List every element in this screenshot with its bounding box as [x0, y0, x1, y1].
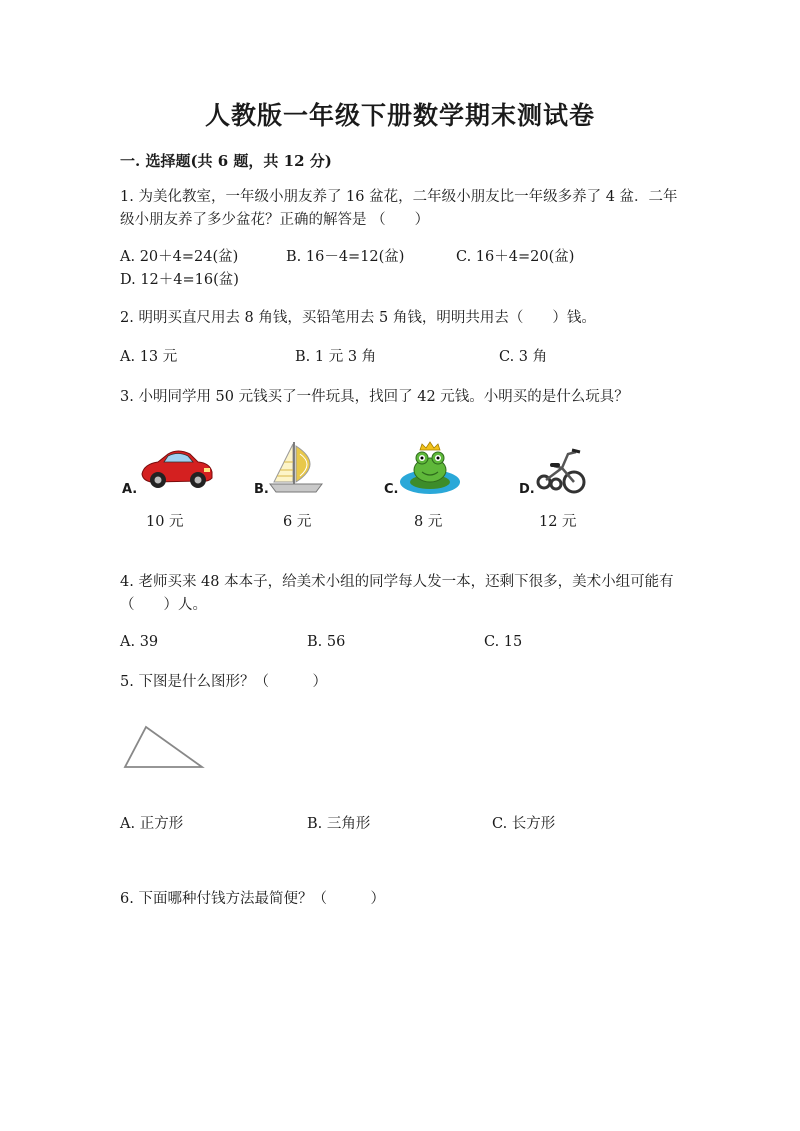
question-1-text: 1. 为美化教室，一年级小朋友养了 16 盆花，二年级小朋友比一年级多养了 4 盆．二年级小朋友养了多少盆花？正确的解答是 （ ）: [120, 189, 678, 228]
page-title: 人教版一年级下册数学期末测试卷: [204, 101, 595, 130]
q5-option-a[interactable]: A. 正方形: [120, 816, 184, 832]
toy-d-price: 12 元: [539, 514, 577, 530]
question-3-text: 3. 小明同学用 50 元钱买了一件玩具，找回了 42 元钱。小明买的是什么玩具？: [120, 389, 629, 405]
q5-option-c[interactable]: C. 长方形: [492, 816, 556, 832]
q4-option-b[interactable]: B. 56: [307, 634, 346, 650]
q1-option-d[interactable]: D. 12＋4=16(盆): [120, 272, 239, 288]
toy-c-price: 8 元: [414, 514, 443, 530]
frog-icon[interactable]: [398, 438, 462, 496]
sailboat-icon[interactable]: [266, 440, 328, 494]
toy-a-price: 10 元: [146, 514, 184, 530]
q1-option-a[interactable]: A. 20＋4=24(盆): [120, 249, 239, 265]
question-2-text: 2. 明明买直尺用去 8 角钱，买铅笔用去 5 角钱，明明共用去（ ）钱。: [120, 310, 596, 326]
triangle-figure: [120, 722, 206, 772]
q2-option-c[interactable]: C. 3 角: [499, 349, 548, 365]
q1-option-c[interactable]: C. 16＋4=20(盆): [456, 249, 575, 265]
question-4-text: 4. 老师买来 48 本本子，给美术小组的同学每人发一本，还剩下很多，美术小组可能有（ ）人。: [120, 574, 674, 613]
section-heading: 一. 选择题(共 6 题，共 12 分): [120, 152, 332, 170]
toy-d-letter: D.: [519, 482, 535, 497]
q5-option-b[interactable]: B. 三角形: [307, 816, 371, 832]
q2-option-a[interactable]: A. 13 元: [120, 349, 178, 365]
q4-option-a[interactable]: A. 39: [120, 634, 159, 650]
q1-option-b[interactable]: B. 16－4=12(盆): [286, 249, 405, 265]
question-1-options: [120, 246, 690, 292]
question-5-text: 5. 下图是什么图形？（ ）: [120, 674, 327, 690]
q4-option-c[interactable]: C. 15: [484, 634, 523, 650]
toy-b-price: 6 元: [283, 514, 312, 530]
q2-option-b[interactable]: B. 1 元 3 角: [295, 349, 377, 365]
toy-car-icon[interactable]: [138, 446, 216, 492]
tricycle-icon[interactable]: [534, 446, 598, 494]
toy-a-letter: A.: [122, 482, 138, 497]
question-6-text: 6. 下面哪种付钱方法最简便？（ ）: [120, 891, 385, 907]
toy-b-letter: B.: [254, 482, 269, 497]
toy-c-letter: C.: [384, 482, 399, 497]
